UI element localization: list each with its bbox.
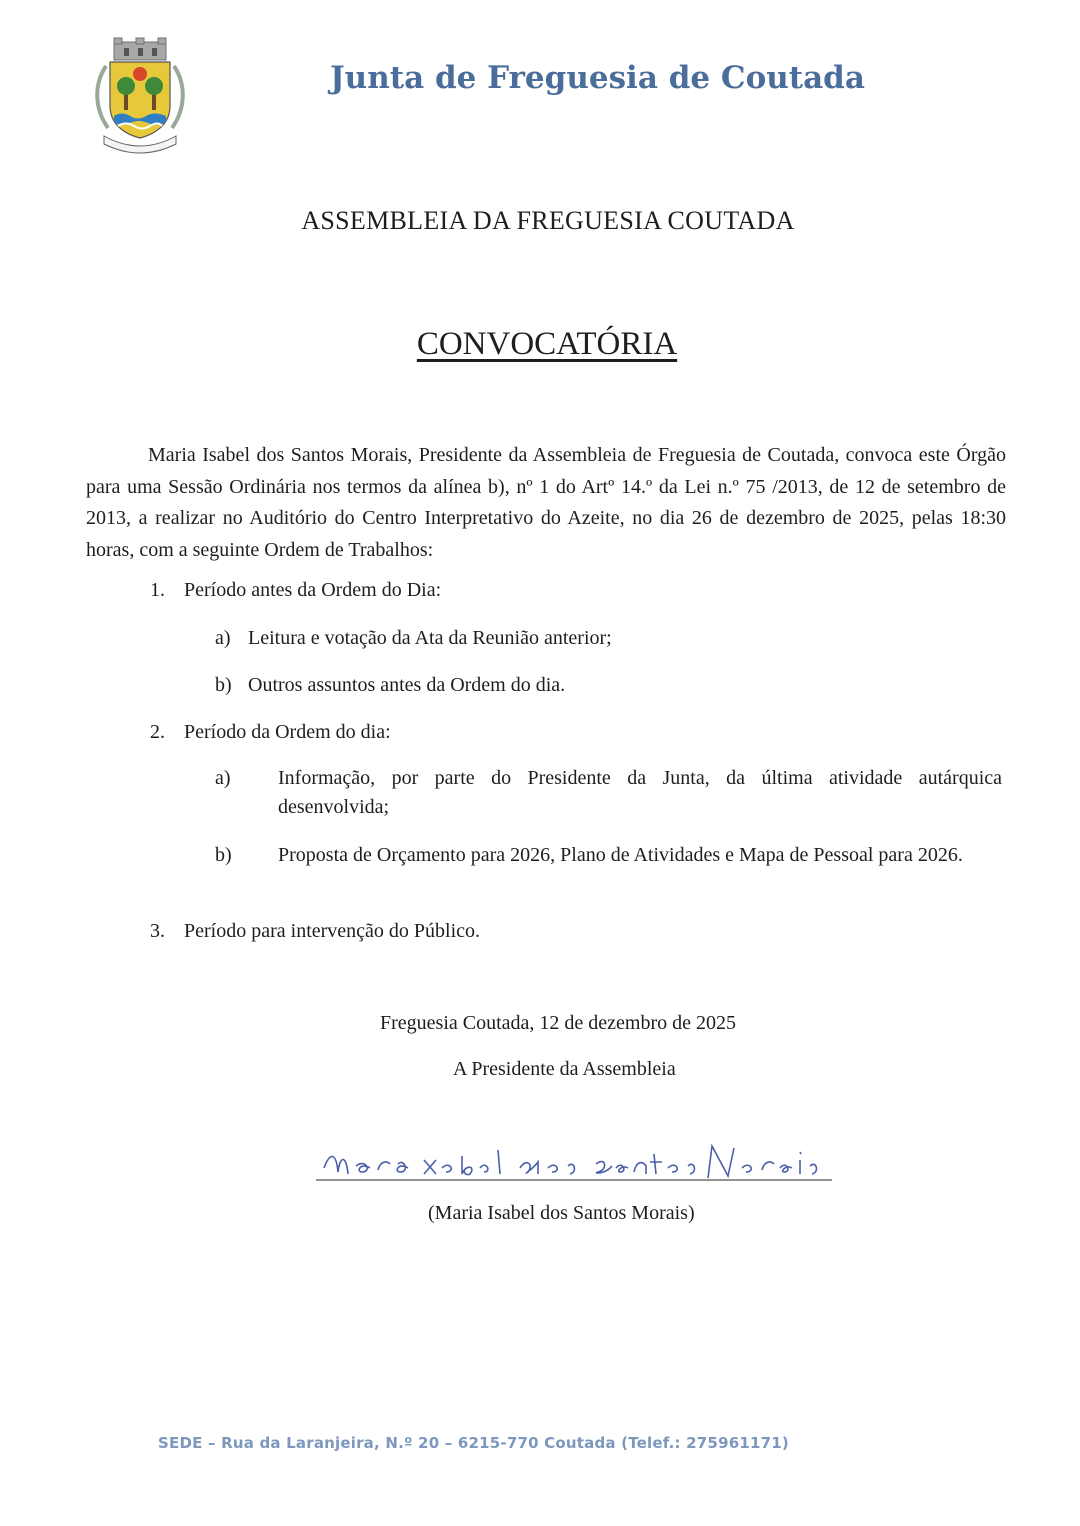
agenda-subitem-text: Leitura e votação da Ata da Reunião anterior; [248, 627, 612, 649]
agenda-subitem-text: Proposta de Orçamento para 2026, Plano de Atividades e Mapa de Pessoal para 2026. [278, 844, 963, 866]
agenda-subitem-label: a) [215, 767, 231, 789]
footer-address: SEDE – Rua da Laranjeira, N.º 20 – 6215-770 Coutada (Telef.: 275961171) [158, 1434, 789, 1452]
handwritten-signature [316, 1138, 836, 1190]
agenda-subitem-text: Informação, por parte do Presidente da Junta, da última atividade autárquica desenvolvida; [278, 767, 1002, 818]
signatory-name: (Maria Isabel dos Santos Morais) [428, 1202, 695, 1224]
agenda-subitem-label: b) [215, 844, 232, 866]
agenda-item-text: Período da Ordem do dia: [184, 721, 391, 743]
agenda-item-text: Período para intervenção do Público. [184, 920, 481, 942]
place-and-date: Freguesia Coutada, 12 de dezembro de 2025 [380, 1012, 737, 1034]
signatory-role: A Presidente da Assembleia [453, 1058, 676, 1080]
convocation-paragraph: Maria Isabel dos Santos Morais, Presidente da Assembleia de Freguesia de Coutada, convoca este Órgão para uma Sessão Ordinária nos termos da alínea b), nº 1 do Artº 14.º da Lei n.º 75 /2013, de 12 de setembro de 2013, a realizar no Auditório do Centro Interpretativo do Azeite, no dia 26 de dezembro de 2025, pelas 18:30 horas, com a seguinte Ordem de Trabalhos: [86, 444, 1006, 561]
agenda-item-text: Período antes da Ordem do Dia: [184, 579, 442, 601]
document-title: CONVOCATÓRIA [416, 326, 678, 362]
coutada-coat-of-arms-icon [88, 36, 192, 154]
agenda-subitem-text: Outros assuntos antes da Ordem do dia. [248, 674, 566, 696]
organization-name: Junta de Freguesia de Coutada [330, 60, 865, 96]
agenda-item-number: 2. [150, 721, 165, 743]
assembly-heading: ASSEMBLEIA DA FREGUESIA COUTADA [301, 206, 795, 235]
agenda-item-number: 1. [150, 579, 165, 601]
agenda-subitem-label: a) [215, 627, 231, 649]
agenda-subitem-label: b) [215, 674, 232, 696]
agenda-item-number: 3. [150, 920, 165, 942]
